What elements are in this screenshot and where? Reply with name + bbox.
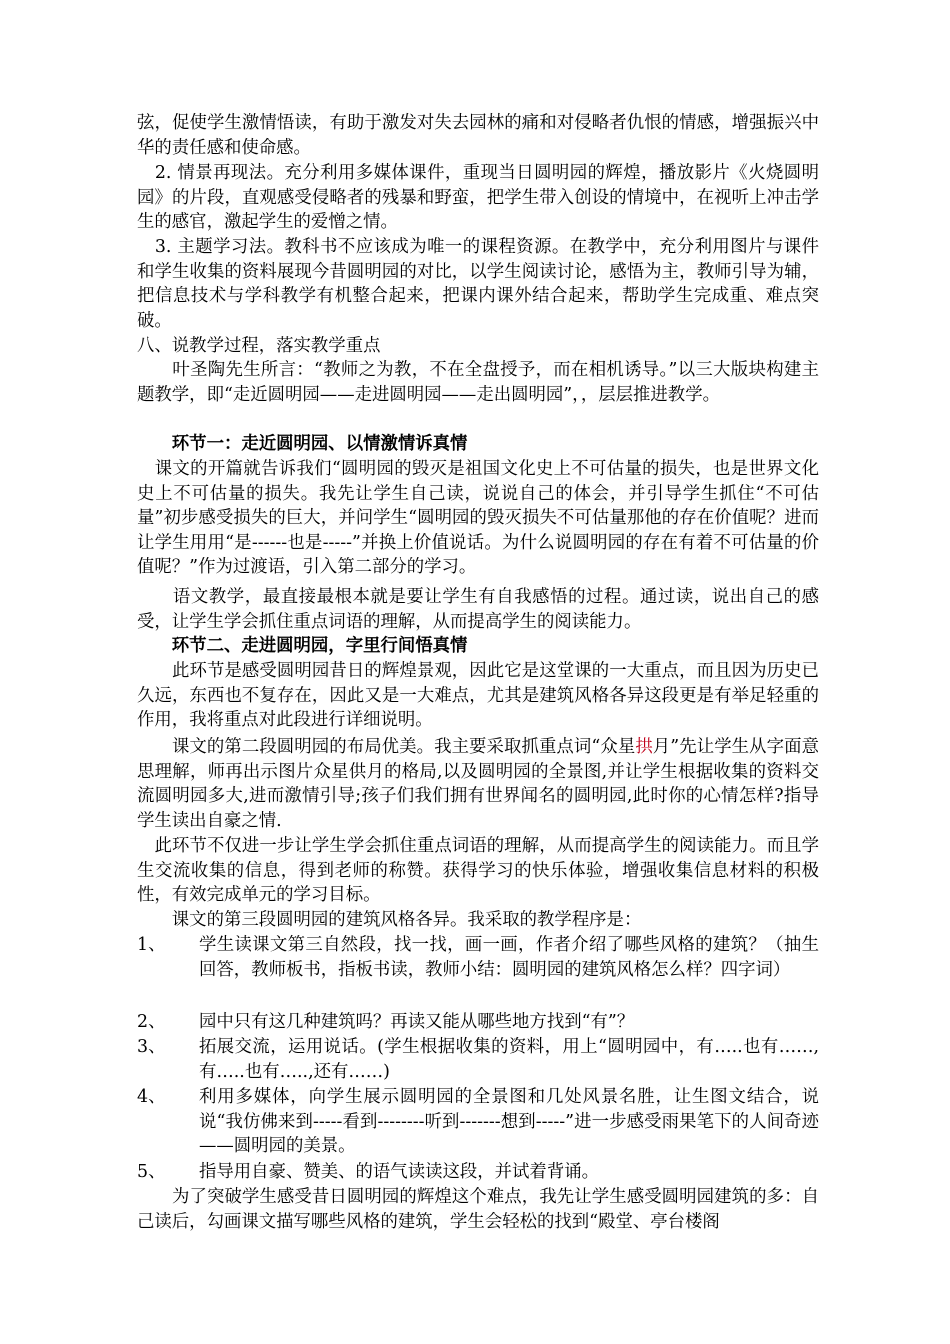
list-item-text: 学生读课文第三自然段，找一找，画一画，作者介绍了哪些风格的建筑？（抽生回答，教师板书，指板书读，教师小结：圆明园的建筑风格怎么样？四字词） <box>199 935 819 980</box>
paragraph-step2-architecture: 课文的第三段圆明园的建筑风格各异。我采取的教学程序是： <box>137 910 642 930</box>
list-item-number: 4、 <box>137 1087 166 1107</box>
text-run: 月”先让学生从字面意思理解，师再出示图片众星供月的格局,以及圆明园的全景图,并让学生根据收集的资料交流圆明园多大,进而激情引导;孩子们我们拥有世界闻名的圆明园,此时你的心情怎样?指导学生读出自豪之情. <box>137 737 819 831</box>
paragraph-difficulty: 为了突破学生感受昔日圆明园的辉煌这个难点，我先让学生感受圆明园建筑的多：自己读后，勾画课文描写哪些风格的建筑，学生会轻松的找到“殿堂、亭台楼阁 <box>137 1187 819 1232</box>
list-item-text: 利用多媒体，向学生展示圆明园的全景图和几处风景名胜，让生图文结合，说说“我仿佛来到-----看到--------听到-------想到-----”进一步感受雨果笔下的人间奇迹——圆明园的美景。 <box>199 1087 819 1157</box>
paragraph-method-scene: 2. 情景再现法。充分利用多媒体课件，重现当日圆明园的辉煌，播放影片《火烧圆明园》的片段，直观感受侵略者的残暴和野蛮，把学生带入创设的情境中，在视听上冲击学生的感官，激起学生的爱憎之情。 <box>137 163 819 233</box>
paragraph-step2-layout <box>137 735 819 833</box>
list-item-number: 3、 <box>137 1037 166 1057</box>
list-item-text: 园中只有这几种建筑吗？再读又能从哪些地方找到“有”？ <box>199 1012 635 1032</box>
step-heading-2: 环节二、走进圆明园，字里行间悟真情 <box>137 636 468 656</box>
paragraph-quote-ye: 叶圣陶先生所言：“教师之为教，不在全盘授予，而在相机诱导。”以三大版块构建主题教学，即“走近圆明园——走进圆明园——走出圆明园”，，层层推进教学。 <box>137 360 819 405</box>
paragraph-method-theme: 3. 主题学习法。教科书不应该成为唯一的课程资源。在教学中，充分利用图片与课件和学生收集的资料展现今昔圆明园的对比，以学生阅读讨论，感悟为主，教师引导为辅，把信息技术与学科教学有机整合起来，把课内课外结合起来，帮助学生完成重、难点突破。 <box>137 237 819 331</box>
list-item-text: 拓展交流，运用说话。(学生根据收集的资料，用上“圆明园中，有…..也有……,有…..也有…..,还有……) <box>199 1037 819 1082</box>
section-heading-8: 八、说教学过程，落实教学重点 <box>137 336 381 356</box>
paragraph-motivation: 弦，促使学生激情悟读，有助于激发对失去园林的痛和对侵略者仇恨的情感，增强振兴中华的责任感和使命感。 <box>137 113 819 158</box>
list-item-number: 5、 <box>137 1162 166 1182</box>
paragraph-step2-benefit: 此环节不仅进一步让学生学会抓住重点词语的理解，从而提高学生的阅读能力。而且学生交流收集的信息，得到老师的称赞。获得学习的快乐体验，增强收集信息材料的积极性，有效完成单元的学习目标。 <box>137 836 819 906</box>
paragraph-step1-intro: 课文的开篇就告诉我们“圆明园的毁灭是祖国文化史上不可估量的损失，也是世界文化史上不可估量的损失。我先让学生自己读，说说自己的体会，并引导学生抓住“不可估量”初步感受损失的巨大，并问学生“圆明园的毁灭损失不可估量那他的存在价值呢？进而让学生用用“是------也是-----”并换上价值说话。为什么说圆明园的存在有着不可估量的价值呢？”作为过渡语，引入第二部分的学习。 <box>137 459 819 578</box>
list-item-number: 1、 <box>137 935 166 955</box>
paragraph-step1-reading: 语文教学，最直接最根本就是要让学生有自我感悟的过程。通过读，说出自己的感受，让学生学会抓住重点词语的理解，从而提高学生的阅读能力。 <box>137 587 819 632</box>
text-run: 课文的第二段圆明园的布局优美。我主要采取抓重点词“众星 <box>137 737 636 757</box>
list-item-number: 2、 <box>137 1012 166 1032</box>
list-item-text: 指导用自豪、赞美、的语气读读这段，并试着背诵。 <box>199 1162 599 1182</box>
paragraph-step2-focus: 此环节是感受圆明园昔日的辉煌景观，因此它是这堂课的一大重点，而且因为历史已久远，东西也不复存在，因此又是一大难点，尤其是建筑风格各异这段更是有举足轻重的作用，我将重点对此段进行详细说明。 <box>137 661 819 731</box>
step-heading-1: 环节一：走近圆明园、以情激情诉真情 <box>137 434 468 454</box>
highlight-char: 拱 <box>635 737 653 757</box>
